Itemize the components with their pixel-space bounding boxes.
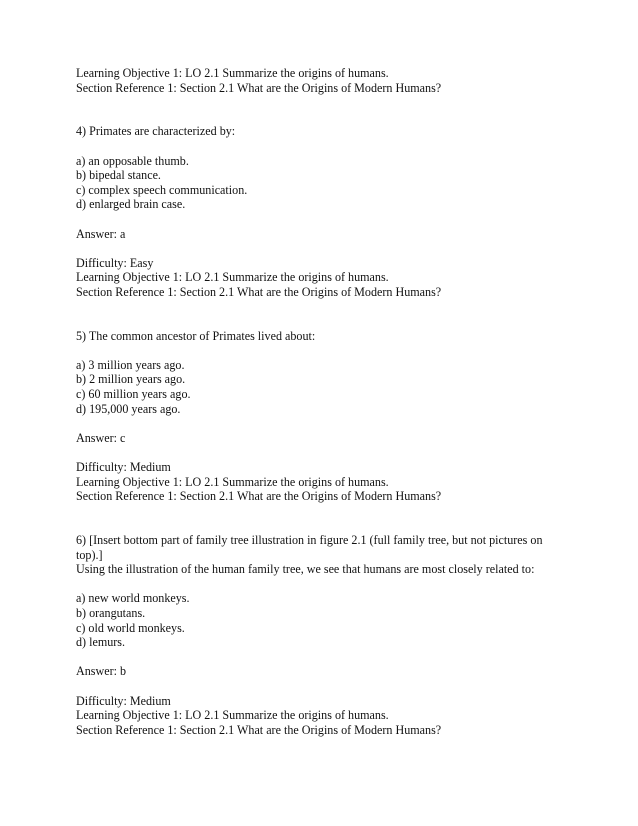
learning-objective: Learning Objective 1: LO 2.1 Summarize the origins of humans. — [76, 708, 389, 723]
option-a: a) new world monkeys. — [76, 591, 190, 606]
option-d: d) 195,000 years ago. — [76, 401, 181, 416]
option-b: b) bipedal stance. — [76, 168, 161, 183]
option-a: a) 3 million years ago. — [76, 357, 185, 372]
section-reference: Section Reference 1: Section 2.1 What are the Origins of Modern Humans? — [76, 722, 442, 737]
difficulty: Difficulty: Medium — [76, 693, 171, 708]
question-prompt: 5) The common ancestor of Primates lived about: — [76, 328, 316, 343]
section-reference: Section Reference 1: Section 2.1 What are the Origins of Modern Humans? — [76, 489, 442, 504]
intro-block — [76, 66, 566, 95]
question-note: 6) [Insert bottom part of family tree illustration in figure 2.1 (full family tree, but not pictures on top).] — [76, 533, 543, 562]
option-d: d) lemurs. — [76, 635, 126, 650]
answer: Answer: a — [76, 226, 126, 241]
question-6 — [76, 533, 566, 737]
question-prompt: Using the illustration of the human family tree, we see that humans are most closely related to: — [76, 562, 535, 577]
learning-objective: Learning Objective 1: LO 2.1 Summarize the origins of humans. — [76, 66, 389, 80]
option-d: d) enlarged brain case. — [76, 197, 186, 212]
question-5 — [76, 329, 566, 504]
question-4 — [76, 124, 566, 299]
learning-objective: Learning Objective 1: LO 2.1 Summarize the origins of humans. — [76, 474, 389, 489]
option-c: c) 60 million years ago. — [76, 387, 191, 402]
option-b: b) orangutans. — [76, 605, 146, 620]
learning-objective: Learning Objective 1: LO 2.1 Summarize the origins of humans. — [76, 270, 389, 285]
answer: Answer: b — [76, 664, 127, 679]
answer: Answer: c — [76, 430, 126, 445]
section-reference: Section Reference 1: Section 2.1 What are the Origins of Modern Humans? — [76, 284, 442, 299]
option-b: b) 2 million years ago. — [76, 372, 186, 387]
option-a: a) an opposable thumb. — [76, 153, 189, 168]
document-page — [76, 66, 566, 737]
difficulty: Difficulty: Medium — [76, 460, 171, 475]
option-c: c) complex speech communication. — [76, 182, 248, 197]
question-prompt: 4) Primates are characterized by: — [76, 124, 236, 139]
option-c: c) old world monkeys. — [76, 620, 185, 635]
difficulty: Difficulty: Easy — [76, 255, 154, 270]
section-reference: Section Reference 1: Section 2.1 What are the Origins of Modern Humans? — [76, 80, 442, 95]
